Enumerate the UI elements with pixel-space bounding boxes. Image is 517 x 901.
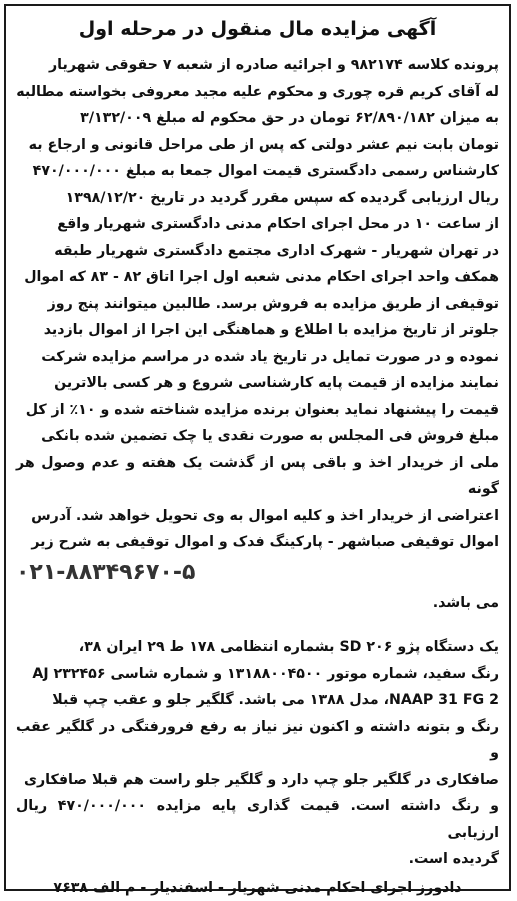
text-line: می باشد.	[432, 594, 499, 611]
text-line: ریال ارزیابی گردیده که سپس مقرر گردید در تاریخ ۱۳۹۸/۱۲/۲۰	[65, 189, 499, 206]
text-line: نمایند مزایده از قیمت پایه کارشناسی شروع و هر کسی بالاترین	[54, 375, 499, 391]
text-line: در تهران شهریار - شهرک اداری مجتمع دادگستری شهریار طبقه	[54, 242, 499, 259]
text-line: رنگ و بتونه داشته و اکنون نیز نیاز به رفع فرورفتگی در گلگیر عقب و	[16, 718, 499, 761]
text-line: جلوتر از تاریخ مزایده با اطلاع و هماهنگی این اجرا از اموال بازدید	[43, 322, 499, 338]
text-line: له آقای کریم قره چوری و محکوم علیه مجید معروفی بخواسته مطالبه	[16, 83, 499, 100]
text-line: اموال توقیفی صباشهر - پارکینگ فدک و اموال توقیفی به شرح زیر	[31, 534, 499, 550]
text-line: همکف واحد اجرای احکام مدنی شعبه اول اجرا اتاق ۸۲ - ۸۳ که اموال	[24, 269, 499, 285]
text-line: تومان بابت نیم عشر دولتی که پس از طی مراحل قانونی و ارجاع به	[28, 136, 499, 153]
phone-number: ۰۲۱-۸۸۳۴۹۶۷۰-۵	[16, 559, 196, 585]
notice-signature: دادورز اجرای احکام مدنی شهریار - اسفندیار - م الف ۷۶۳۸	[53, 879, 462, 896]
text-line: ملی از خریدار اخذ و باقی پس از گذشت یک هفته و عدم وصول هر گونه	[16, 454, 499, 497]
notice-frame	[4, 4, 511, 896]
text-line: و رنگ داشته است. قیمت گذاری پایه مزایده ۴۷۰/۰۰۰/۰۰۰ ریال ارزیابی	[16, 798, 499, 841]
notice-title: آگهی مزایده مال منقول در مرحله اول	[78, 18, 437, 40]
notice-paragraph-1	[16, 52, 499, 616]
text-line: گردیده است.	[408, 851, 499, 867]
text-line: مبلغ فروش فی المجلس به صورت نقدی یا چک تضمین شده بانکی	[41, 428, 499, 444]
notice-paragraph-2	[16, 634, 499, 873]
text-line: اعتراضی از خریدار اخذ و کلیه اموال به وی تحویل خواهد شد. آدرس	[31, 507, 499, 524]
text-line: توقیفی از طریق مزایده به فروش برسد. طالبین میتوانند پنج روز	[47, 295, 499, 312]
text-line: پرونده کلاسه ۹۸۲۱۷۴ و اجرائیه صادره از شعبه ۷ حقوقی شهریار	[49, 57, 499, 73]
text-line: قیمت را پیشنهاد نماید بعنوان برنده مزایده شناخته شده و ۱۰٪ از کل	[25, 401, 499, 418]
text-line: به میزان ۶۲/۸۹۰/۱۸۲ تومان در حق محکوم له مبلغ ۳/۱۳۲/۰۰۹	[80, 110, 499, 126]
text-line: کارشناس رسمی دادگستری قیمت اموال جمعا به مبلغ ۴۷۰/۰۰۰/۰۰۰	[32, 163, 499, 179]
text-line: رنگ سفید، شماره موتور ۱۳۱۸۸۰۰۴۵۰۰ و شماره شاسی AJ ۲۳۲۴۵۶	[32, 665, 499, 682]
text-line: صافکاری در گلگیر جلو چپ دارد و گلگیر جلو راست هم قبلا صافکاری	[24, 771, 499, 788]
text-line: نموده و در صورت تمایل در تاریخ یاد شده در مراسم مزایده شرکت	[41, 348, 499, 365]
text-line: از ساعت ۱۰ در محل اجرای احکام مدنی دادگستری شهریار واقع	[57, 216, 499, 232]
text-line: یک دستگاه پژو SD ۲۰۶ بشماره انتظامی ۱۷۸ ط ۲۹ ایران ۳۸،	[78, 639, 499, 655]
text-line: NAAP 31 FG 2، مدل ۱۳۸۸ می باشد. گلگیر جلو و عقب چپ قبلا	[52, 692, 499, 708]
